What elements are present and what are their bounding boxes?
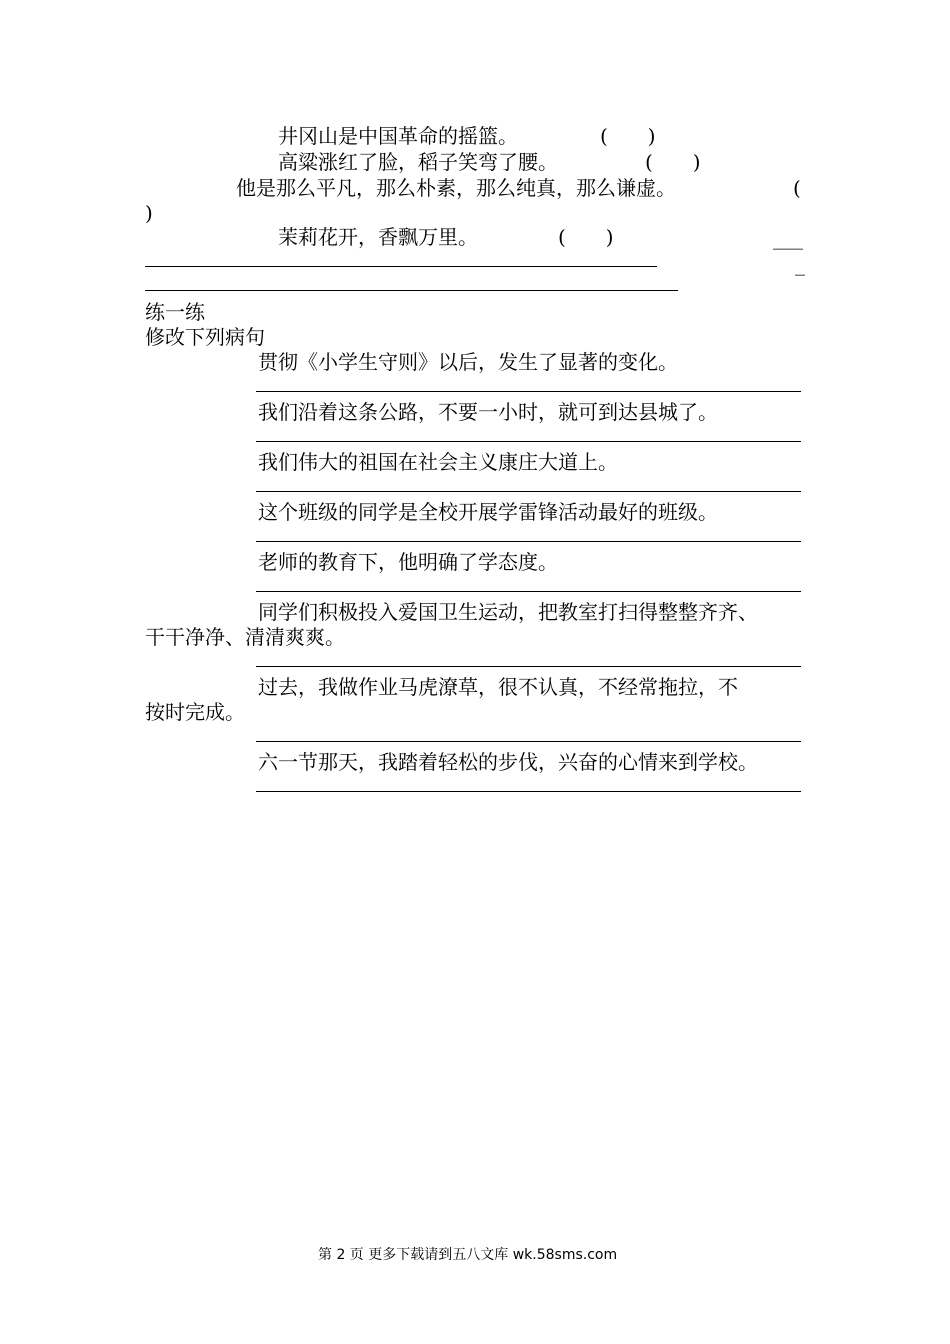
- sick-sentence-4: 这个班级的同学是全校开展学雷锋活动最好的班级。: [258, 500, 718, 524]
- page-footer: 第 2 页 更多下载请到五八文库 wk.58sms.com: [318, 1247, 618, 1263]
- rhetoric-sentence-1: 井冈山是中国革命的摇篮。: [278, 124, 518, 148]
- blank-line: [145, 290, 678, 291]
- sick-sentence-1: 贯彻《小学生守则》以后，发生了显著的变化。: [258, 350, 678, 374]
- sick-sentence-6: 同学们积极投入爱国卫生运动，把教室打扫得整整齐齐、: [258, 600, 758, 624]
- sick-sentence-6-cont: 干干净净、清清爽爽。: [145, 625, 345, 649]
- answer-line-6: [256, 666, 801, 667]
- sick-sentence-7: 过去，我做作业马虎潦草，很不认真，不经常拖拉，不: [258, 675, 738, 699]
- sick-sentence-2: 我们沿着这条公路，不要一小时，就可到达县城了。: [258, 400, 718, 424]
- answer-line-3: [256, 491, 801, 492]
- sick-sentence-8: 六一节那天，我踏着轻松的步伐，兴奋的心情来到学校。: [258, 750, 758, 774]
- answer-paren-1: ( ): [600, 124, 656, 148]
- answer-paren-3-close: ): [145, 201, 153, 225]
- answer-paren-2: ( ): [645, 150, 701, 174]
- answer-line-4: [256, 541, 801, 542]
- sick-sentence-5: 老师的教育下，他明确了学态度。: [258, 550, 558, 574]
- rhetoric-sentence-4: 茉莉花开，香飘万里。: [278, 225, 478, 249]
- answer-line-2: [256, 441, 801, 442]
- tail-underscore: ___: [773, 226, 803, 250]
- blank-line: [145, 266, 657, 267]
- rhetoric-sentence-3: 他是那么平凡，那么朴素，那么纯真，那么谦虚。: [236, 176, 676, 200]
- instruction: 修改下列病句: [145, 325, 265, 349]
- answer-paren-4: ( ): [558, 225, 614, 249]
- answer-paren-3-open: (: [793, 176, 801, 200]
- tail-dash: _: [795, 252, 805, 276]
- answer-line-7: [256, 741, 801, 742]
- answer-line-1: [256, 391, 801, 392]
- rhetoric-sentence-2: 高粱涨红了脸，稻子笑弯了腰。: [278, 150, 558, 174]
- answer-line-5: [256, 591, 801, 592]
- sick-sentence-3: 我们伟大的祖国在社会主义康庄大道上。: [258, 450, 618, 474]
- section-title: 练一练: [145, 300, 205, 324]
- sick-sentence-7-cont: 按时完成。: [145, 700, 245, 724]
- answer-line-8: [256, 791, 801, 792]
